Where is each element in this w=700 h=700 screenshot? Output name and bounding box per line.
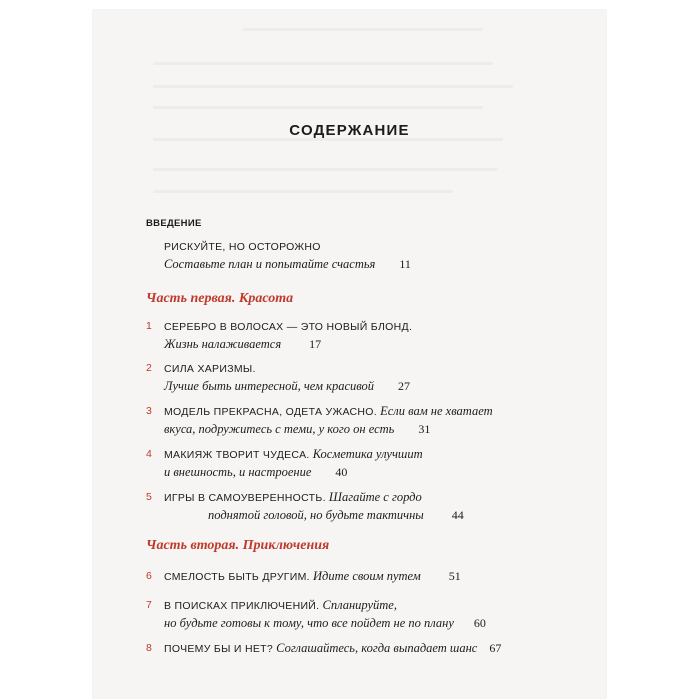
chapter-number: 2 — [146, 362, 152, 374]
page-number: 51 — [448, 569, 461, 583]
part-two-title: Часть вторая. Приключения — [146, 538, 330, 553]
intro-entry-line — [164, 238, 556, 256]
chapter-title: В ПОИСКАХ ПРИКЛЮЧЕНИЙ. — [164, 600, 320, 612]
chapter-subtitle: Лучше быть интересной, чем красивой — [164, 379, 375, 393]
chapter-entry[interactable] — [146, 568, 556, 586]
page-number: 60 — [473, 616, 486, 630]
chapter-line — [164, 421, 556, 438]
chapter-subtitle: Спланируйте, — [322, 598, 397, 612]
book-page — [93, 10, 606, 698]
chapter-subtitle: поднятой головой, но будьте тактичны — [208, 508, 424, 522]
part-one-title: Часть первая. Красота — [146, 291, 294, 306]
chapter-title: СИЛА ХАРИЗМЫ. — [164, 363, 256, 375]
chapter-line — [164, 507, 556, 524]
chapter-subtitle: Шагайте с гордо — [328, 490, 422, 504]
page-number: 44 — [451, 508, 464, 522]
chapter-entry[interactable] — [146, 318, 556, 353]
chapter-title: ПОЧЕМУ БЫ И НЕТ? — [164, 643, 274, 655]
chapter-subtitle: и внешность, и настроение — [164, 465, 312, 479]
show-through-line — [153, 62, 493, 65]
intro-subtitle: Составьте план и попытайте счастья — [164, 257, 376, 271]
show-through-line — [153, 168, 498, 171]
show-through-line — [243, 28, 483, 31]
show-through-line — [153, 106, 483, 109]
chapter-line — [164, 597, 556, 615]
chapter-line — [164, 360, 556, 378]
chapter-line — [164, 615, 556, 632]
chapter-body — [164, 568, 556, 586]
chapter-line — [164, 464, 556, 481]
chapter-entry[interactable] — [146, 489, 556, 524]
chapter-entry[interactable] — [146, 403, 556, 438]
chapter-title: МОДЕЛЬ ПРЕКРАСНА, ОДЕТА УЖАСНО. — [164, 406, 377, 418]
chapter-body — [164, 597, 556, 632]
chapter-entry[interactable] — [146, 360, 556, 395]
chapter-subtitle: Идите своим путем — [313, 569, 421, 583]
chapter-line — [164, 640, 556, 658]
chapter-body — [164, 489, 556, 524]
chapter-number: 8 — [146, 642, 152, 654]
chapter-title: СМЕЛОСТЬ БЫТЬ ДРУГИМ. — [164, 571, 310, 583]
chapter-number: 1 — [146, 320, 152, 332]
show-through-line — [153, 190, 453, 193]
chapter-line — [164, 446, 556, 464]
page-number: 27 — [398, 379, 411, 393]
chapter-body — [164, 403, 556, 438]
chapter-body — [164, 318, 556, 353]
page-number: 40 — [335, 465, 348, 479]
chapter-title: СЕРЕБРО В ВОЛОСАХ — ЭТО НОВЫЙ БЛОНД. — [164, 321, 413, 333]
chapter-subtitle: Соглашайтесь, когда выпадает шанс — [276, 641, 478, 655]
page-number: 67 — [489, 641, 502, 655]
chapter-body — [164, 640, 556, 658]
page-number: 11 — [399, 257, 411, 271]
chapter-body — [164, 446, 556, 481]
chapter-subtitle: вкуса, подружитесь с теми, у кого он есть — [164, 422, 395, 436]
chapter-line — [164, 489, 556, 507]
intro-heading: ВВЕДЕНИЕ — [146, 218, 202, 229]
chapter-line — [164, 568, 556, 586]
page-number: 31 — [418, 422, 431, 436]
chapter-subtitle: Если вам не хватает — [380, 404, 493, 418]
chapter-line — [164, 378, 556, 395]
chapter-number: 5 — [146, 491, 152, 503]
chapter-number: 6 — [146, 570, 152, 582]
chapter-entry[interactable] — [146, 597, 556, 632]
page-number: 17 — [309, 337, 322, 351]
chapter-number: 4 — [146, 448, 152, 460]
chapter-number: 7 — [146, 599, 152, 611]
chapter-entry[interactable] — [146, 640, 556, 658]
intro-entry-line — [164, 256, 556, 273]
chapter-number: 3 — [146, 405, 152, 417]
chapter-subtitle: Косметика улучшит — [312, 447, 423, 461]
chapter-line — [164, 336, 556, 353]
chapter-line — [164, 318, 556, 336]
intro-entry-body — [164, 238, 556, 273]
page-title: СОДЕРЖАНИЕ — [289, 122, 410, 139]
intro-title: РИСКУЙТЕ, НО ОСТОРОЖНО — [164, 241, 321, 253]
chapter-subtitle: но будьте готовы к тому, что все пойдет не по плану — [164, 616, 454, 630]
show-through-line — [153, 85, 513, 88]
chapter-line — [164, 403, 556, 421]
chapter-title: МАКИЯЖ ТВОРИТ ЧУДЕСА. — [164, 449, 310, 461]
chapter-body — [164, 360, 556, 395]
chapter-entry[interactable] — [146, 446, 556, 481]
chapter-title: ИГРЫ В САМОУВЕРЕННОСТЬ. — [164, 492, 326, 504]
chapter-subtitle: Жизнь налаживается — [164, 337, 282, 351]
intro-entry[interactable] — [146, 238, 556, 273]
